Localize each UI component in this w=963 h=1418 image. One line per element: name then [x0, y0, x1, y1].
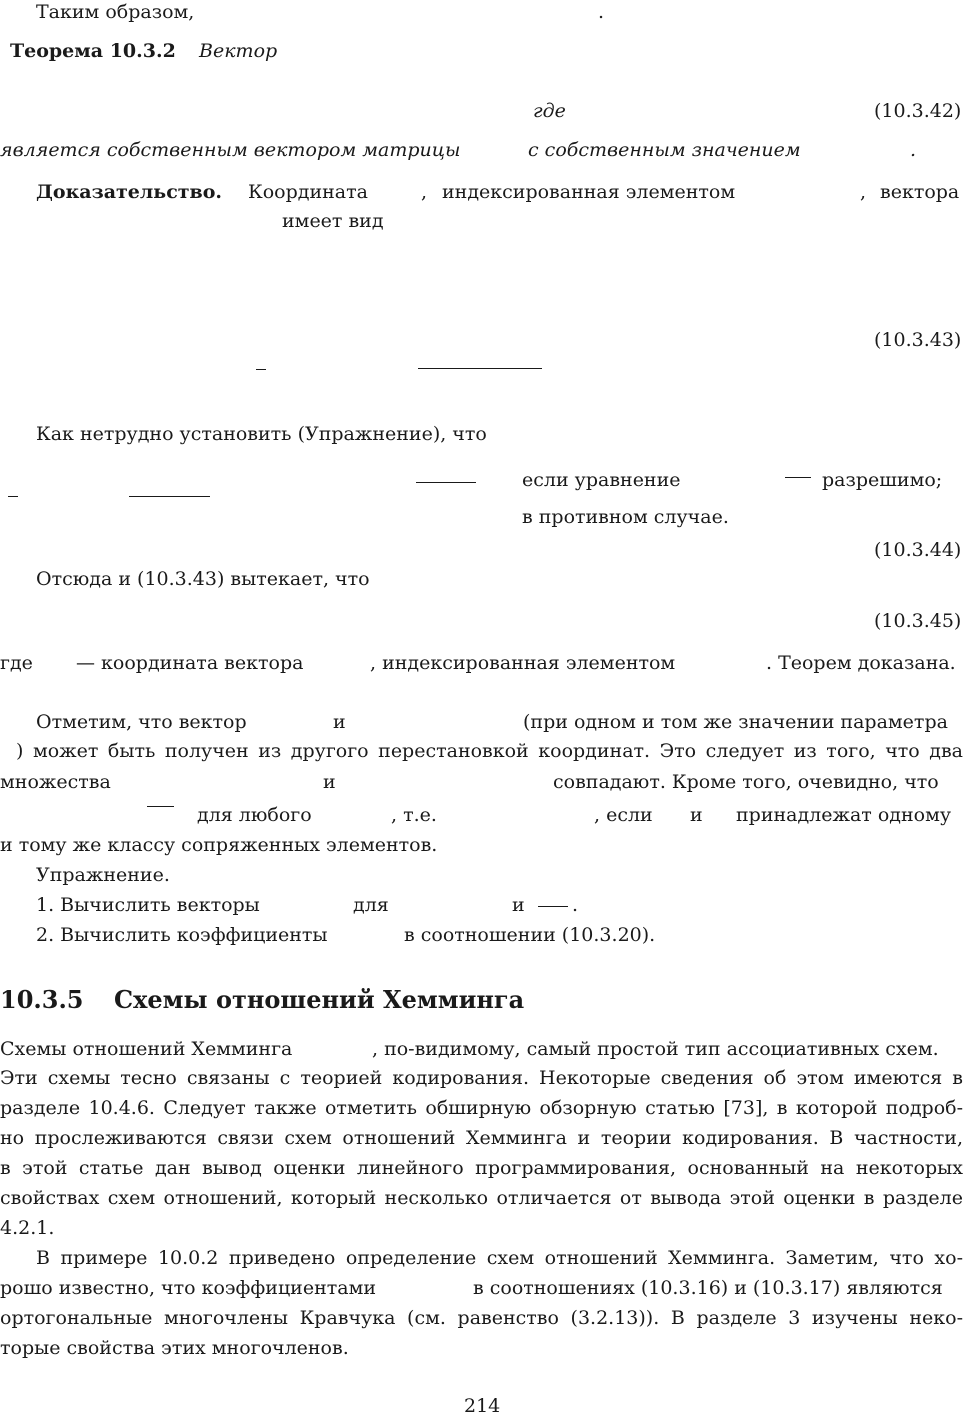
page-number: 214	[464, 1395, 501, 1417]
text-line: Отметим, что вектор	[36, 711, 247, 733]
cases-text: разрешимо;	[822, 469, 943, 491]
text-line: и	[690, 804, 703, 826]
fraction-bar	[416, 482, 476, 483]
text-line: Таким образом,	[36, 1, 195, 23]
exercise-item: .	[572, 894, 579, 916]
text-period: .	[598, 1, 605, 23]
proof-text: вектора	[880, 181, 960, 203]
text-line: и тому же классу сопряженных элементов.	[0, 834, 438, 856]
text-line: , индексированная элементом	[370, 652, 676, 674]
text-line: свойствах схем отношений, который несколько отличается от вывода этой оценки в разделе	[0, 1187, 963, 1209]
cases-text: в противном случае.	[522, 506, 729, 528]
equation-number: (10.3.44)	[874, 539, 962, 561]
text-line: В примере 10.0.2 приведено определение схем отношений Хемминга. Заметим, что хо-	[36, 1247, 963, 1269]
text-line: торые свойства этих многочленов.	[0, 1337, 349, 1359]
theorem-where: где	[533, 100, 566, 122]
text-line: в этой статье дан вывод оценки линейного программирования, основанный на некоторых	[0, 1157, 963, 1179]
proof-label: Доказательство.	[36, 181, 223, 203]
section-title: Схемы отношений Хемминга	[114, 985, 525, 1014]
text-line: , если	[594, 804, 653, 826]
equation-number: (10.3.42)	[874, 100, 962, 122]
text-line: множества	[0, 771, 111, 793]
text-line: рошо известно, что коэффициентами	[0, 1277, 377, 1299]
text-line: — координата вектора	[76, 652, 304, 674]
fraction-bar	[418, 368, 542, 369]
theorem-text: Вектор	[199, 40, 278, 62]
text-line: (при одном и том же значении параметра	[523, 711, 948, 733]
text-line: ортогональные многочлены Кравчука (см. равенство (3.2.13)). В разделе 3 изучены неко-	[0, 1307, 963, 1329]
exercise-item: и	[512, 894, 525, 916]
text-line: , т.е.	[391, 804, 437, 826]
fraction-bar	[147, 806, 174, 807]
text-line: и	[323, 771, 336, 793]
proof-text: ,	[421, 181, 428, 203]
fraction-bar	[785, 477, 811, 478]
text-line: Как нетрудно установить (Упражнение), что	[36, 423, 487, 445]
theorem-text: является собственным вектором матрицы	[0, 139, 461, 161]
text-line: ) может быть получен из другого перестановкой координат. Это следует из того, что два	[16, 740, 963, 762]
text-line: 4.2.1.	[0, 1217, 55, 1239]
text-line: Отсюда и (10.3.43) вытекает, что	[36, 568, 370, 590]
text-line: совпадают. Кроме того, очевидно, что	[553, 771, 939, 793]
text-line: принадлежат одному	[736, 804, 952, 826]
text-line: Схемы отношений Хемминга	[0, 1038, 293, 1060]
cases-text: если уравнение	[522, 469, 681, 491]
text-line: но прослеживаются связи схем отношений Хемминга и теории кодирования. В частности,	[0, 1127, 963, 1149]
equation-number: (10.3.45)	[874, 610, 962, 632]
text-line: где	[0, 652, 33, 674]
text-line: для любого	[197, 804, 312, 826]
exercise-item: 1. Вычислить векторы	[36, 894, 260, 916]
theorem-label: Теорема 10.3.2	[10, 40, 176, 62]
proof-text: имеет вид	[282, 210, 384, 232]
fraction-bar	[538, 906, 568, 907]
text-line: . Теорем доказана.	[766, 652, 956, 674]
exercise-title: Упражнение.	[36, 864, 170, 886]
theorem-period: .	[910, 139, 917, 161]
fraction-bar	[256, 369, 266, 370]
fraction-bar	[8, 496, 18, 497]
text-line: разделе 10.4.6. Следует также отметить обширную обзорную статью [73], в которой подроб-	[0, 1097, 963, 1119]
text-line: в соотношениях (10.3.16) и (10.3.17) являются	[473, 1277, 943, 1299]
text-line: и	[333, 711, 346, 733]
text-line: Эти схемы тесно связаны с теорией кодирования. Некоторые сведения об этом имеются в	[0, 1067, 963, 1089]
exercise-item: 2. Вычислить коэффициенты	[36, 924, 328, 946]
exercise-item: в соотношении (10.3.20).	[404, 924, 656, 946]
theorem-text: с собственным значением	[528, 139, 801, 161]
section-number: 10.3.5	[0, 985, 84, 1014]
proof-text: ,	[860, 181, 867, 203]
proof-text: Координата	[248, 181, 368, 203]
exercise-item: для	[353, 894, 389, 916]
text-line: , по-видимому, самый простой тип ассоциативных схем.	[372, 1038, 939, 1060]
equation-number: (10.3.43)	[874, 329, 962, 351]
proof-text: индексированная элементом	[442, 181, 736, 203]
fraction-bar	[129, 496, 210, 497]
